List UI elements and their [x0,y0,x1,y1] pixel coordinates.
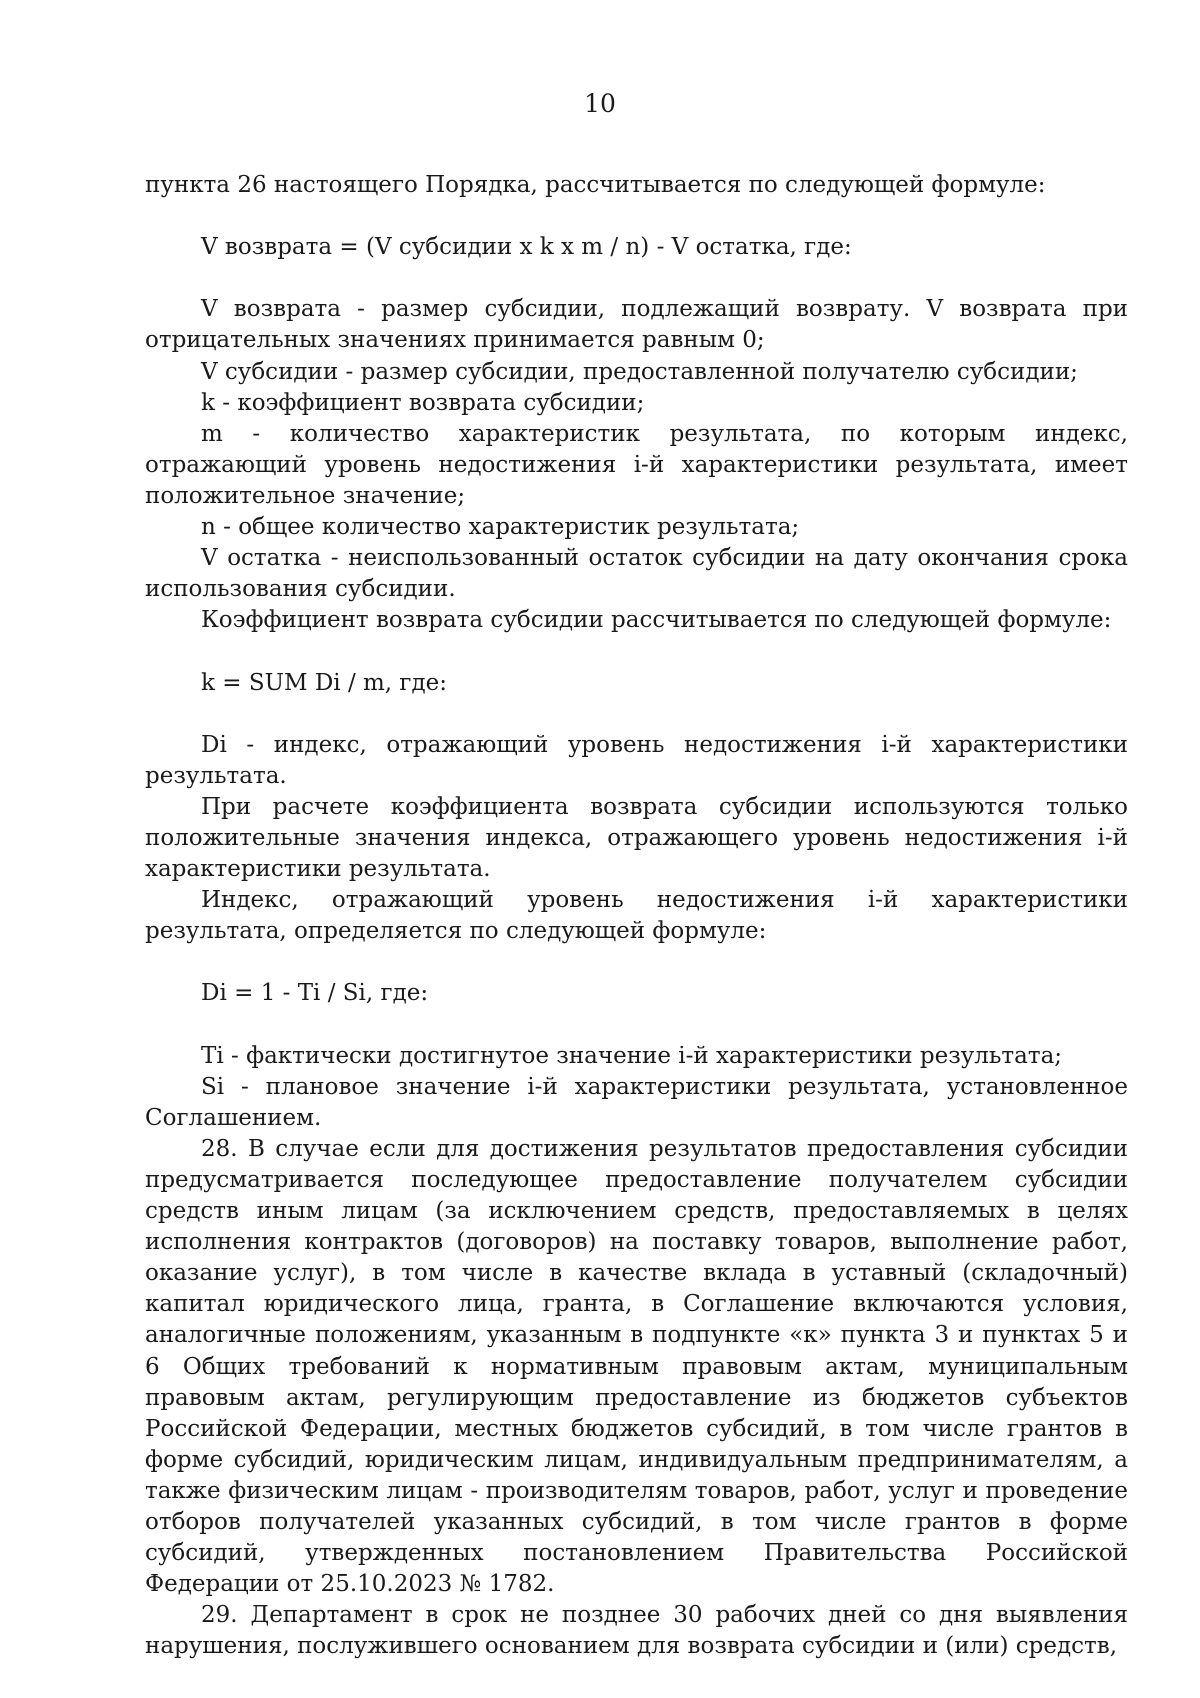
formula-index: Di = 1 - Ti / Si, где: [201,980,429,1007]
definition-m: m - количество характеристик результата, по которым индекс, отражающий уровень недостижения i-й характеристики результата, имеет положительное значение; [145,420,1128,509]
definition-si: Si - плановое значение i-й характеристики результата, установленное Соглашением. [145,1073,1128,1131]
clause-28: 28. В случае если для достижения результатов предоставления субсидии предусматривается последующее предоставление получателем субсидии средств иным лицам (за исключением средств, предоставляемых в целях исполнения контрактов (договоров) на поставку товаров, выполнение работ, оказание услуг), в том числе в качестве вклада в уставный (складочный) капитал юридического лица, гранта, в Соглашение включаются условия, аналогичные положениям, указанным в подпункте «к» пункта 3 и пунктах 5 и 6 Общих требований к нормативным правовым актам, муниципальным правовым актам, регулирующим предоставление из бюджетов субъектов Российской Федерации, местных бюджетов субсидий, в том числе грантов в форме субсидий, юридическим лицам, индивидуальным предпринимателям, а также физическим лицам - производителям товаров, работ, услуг и проведение отборов получателей указанных субсидий, в том числе грантов в форме субсидий, утвержденных постановлением Правительства Российской Федерации от 25.10.2023 № 1782. [145,1135,1128,1598]
formula-return-volume: V возврата = (V субсидии x k x m / n) - V остатка, где: [201,234,852,261]
definition-k: k - коэффициент возврата субсидии; [201,389,645,416]
formula-coefficient: k = SUM Di / m, где: [201,669,448,696]
definition-di: Di - индекс, отражающий уровень недостижения i-й характеристики результата. [145,731,1128,789]
definition-v-remainder: V остатка - неиспользованный остаток субсидии на дату окончания срока использования субсидии. [145,545,1128,603]
definition-v-subsidy: V субсидии - размер субсидии, предоставленной получателю субсидии; [201,358,1078,385]
definition-ti: Ti - фактически достигнутое значение i-й характеристики результата; [201,1042,1063,1069]
paragraph-coefficient-intro: Коэффициент возврата субсидии рассчитывается по следующей формуле: [201,607,1112,634]
definition-v-return: V возврата - размер субсидии, подлежащий возврату. V возврата при отрицательных значениях принимается равным 0; [145,296,1128,354]
paragraph-continuation: пункта 26 настоящего Порядка, рассчитывается по следующей формуле: [145,172,1046,198]
document-body [145,170,1128,1663]
page-number: 10 [584,89,616,118]
clause-29: 29. Департамент в срок не позднее 30 рабочих дней со дня выявления нарушения, послужившего основанием для возврата субсидии и (или) средств, [145,1602,1128,1660]
paragraph-positive-values: При расчете коэффициента возврата субсидии используются только положительные значения индекса, отражающего уровень недостижения i-й характеристики результата. [145,793,1128,883]
paragraph-index-intro: Индекс, отражающий уровень недостижения i-й характеристики результата, определяется по следующей формуле: [145,887,1128,945]
definition-n: n - общее количество характеристик результата; [201,514,800,541]
